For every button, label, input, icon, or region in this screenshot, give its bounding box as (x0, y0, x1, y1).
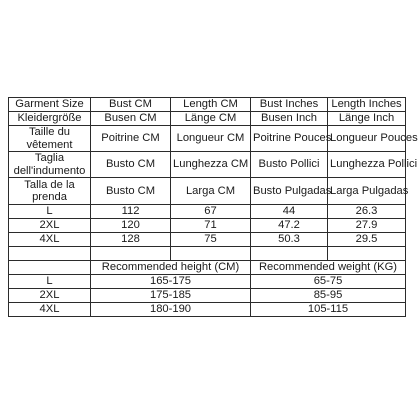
size-label: L (9, 275, 91, 289)
translation-row-german (9, 112, 406, 126)
size-row-4xl (9, 233, 406, 247)
size-row-l (9, 205, 406, 219)
bust-inches-value: 44 (251, 205, 328, 219)
length-inches-value: 29.5 (328, 233, 406, 247)
translation-cell: Kleidergröße (9, 112, 91, 126)
recommend-row-l (9, 275, 406, 289)
size-label: 2XL (9, 219, 91, 233)
length-cm-value: 67 (171, 205, 251, 219)
size-label: 4XL (9, 303, 91, 317)
header-bust-inches: Bust Inches (251, 98, 328, 112)
translation-cell: Busen CM (91, 112, 171, 126)
length-inches-value: 27.9 (328, 219, 406, 233)
recommended-weight-header: Recommended weight (KG) (251, 261, 406, 275)
length-cm-value: 75 (171, 233, 251, 247)
length-cm-value: 71 (171, 219, 251, 233)
header-row (9, 98, 406, 112)
translation-cell: Länge CM (171, 112, 251, 126)
translation-row-french (9, 126, 406, 152)
translation-cell: Larga CM (171, 178, 251, 205)
size-label: 4XL (9, 233, 91, 247)
recommended-height-value: 180-190 (91, 303, 251, 317)
recommended-weight-value: 65-75 (251, 275, 406, 289)
size-row-2xl (9, 219, 406, 233)
bust-inches-value: 50.3 (251, 233, 328, 247)
recommended-height-value: 175-185 (91, 289, 251, 303)
translation-cell: Longueur CM (171, 126, 251, 152)
translation-cell: Busen Inch (251, 112, 328, 126)
translation-cell: Longueur Pouces (328, 126, 406, 152)
bust-cm-value: 120 (91, 219, 171, 233)
empty-cell (251, 247, 328, 261)
bust-cm-value: 128 (91, 233, 171, 247)
empty-cell (171, 247, 251, 261)
size-label: 2XL (9, 289, 91, 303)
empty-cell (328, 247, 406, 261)
recommend-row-4xl (9, 303, 406, 317)
translation-cell: Larga Pulgadas (328, 178, 406, 205)
recommended-weight-value: 85-95 (251, 289, 406, 303)
translation-cell: Taglia dell'indumento (9, 152, 91, 178)
recommended-height-header: Recommended height (CM) (91, 261, 251, 275)
recommend-header-row (9, 261, 406, 275)
translation-cell: Busto Pollici (251, 152, 328, 178)
translation-cell: Busto CM (91, 178, 171, 205)
recommended-weight-value: 105-115 (251, 303, 406, 317)
bust-cm-value: 112 (91, 205, 171, 219)
recommended-height-value: 165-175 (91, 275, 251, 289)
translation-cell: Talla de la prenda (9, 178, 91, 205)
translation-cell: Lunghezza CM (171, 152, 251, 178)
header-length-cm: Length CM (171, 98, 251, 112)
length-inches-value: 26.3 (328, 205, 406, 219)
translation-cell: Länge Inch (328, 112, 406, 126)
spacer-row (9, 247, 406, 261)
translation-cell: Busto CM (91, 152, 171, 178)
bust-inches-value: 47.2 (251, 219, 328, 233)
translation-row-spanish (9, 178, 406, 205)
header-length-inches: Length Inches (328, 98, 406, 112)
translation-row-italian (9, 152, 406, 178)
translation-cell: Lunghezza Pollici (328, 152, 406, 178)
header-bust-cm: Bust CM (91, 98, 171, 112)
size-label: L (9, 205, 91, 219)
empty-cell (91, 247, 171, 261)
translation-cell: Poitrine CM (91, 126, 171, 152)
size-chart-table (8, 97, 418, 317)
empty-cell (9, 261, 91, 275)
translation-cell: Busto Pulgadas (251, 178, 328, 205)
header-garment-size: Garment Size (9, 98, 91, 112)
empty-cell (9, 247, 91, 261)
recommend-row-2xl (9, 289, 406, 303)
translation-cell: Taille du vêtement (9, 126, 91, 152)
translation-cell: Poitrine Pouces (251, 126, 328, 152)
